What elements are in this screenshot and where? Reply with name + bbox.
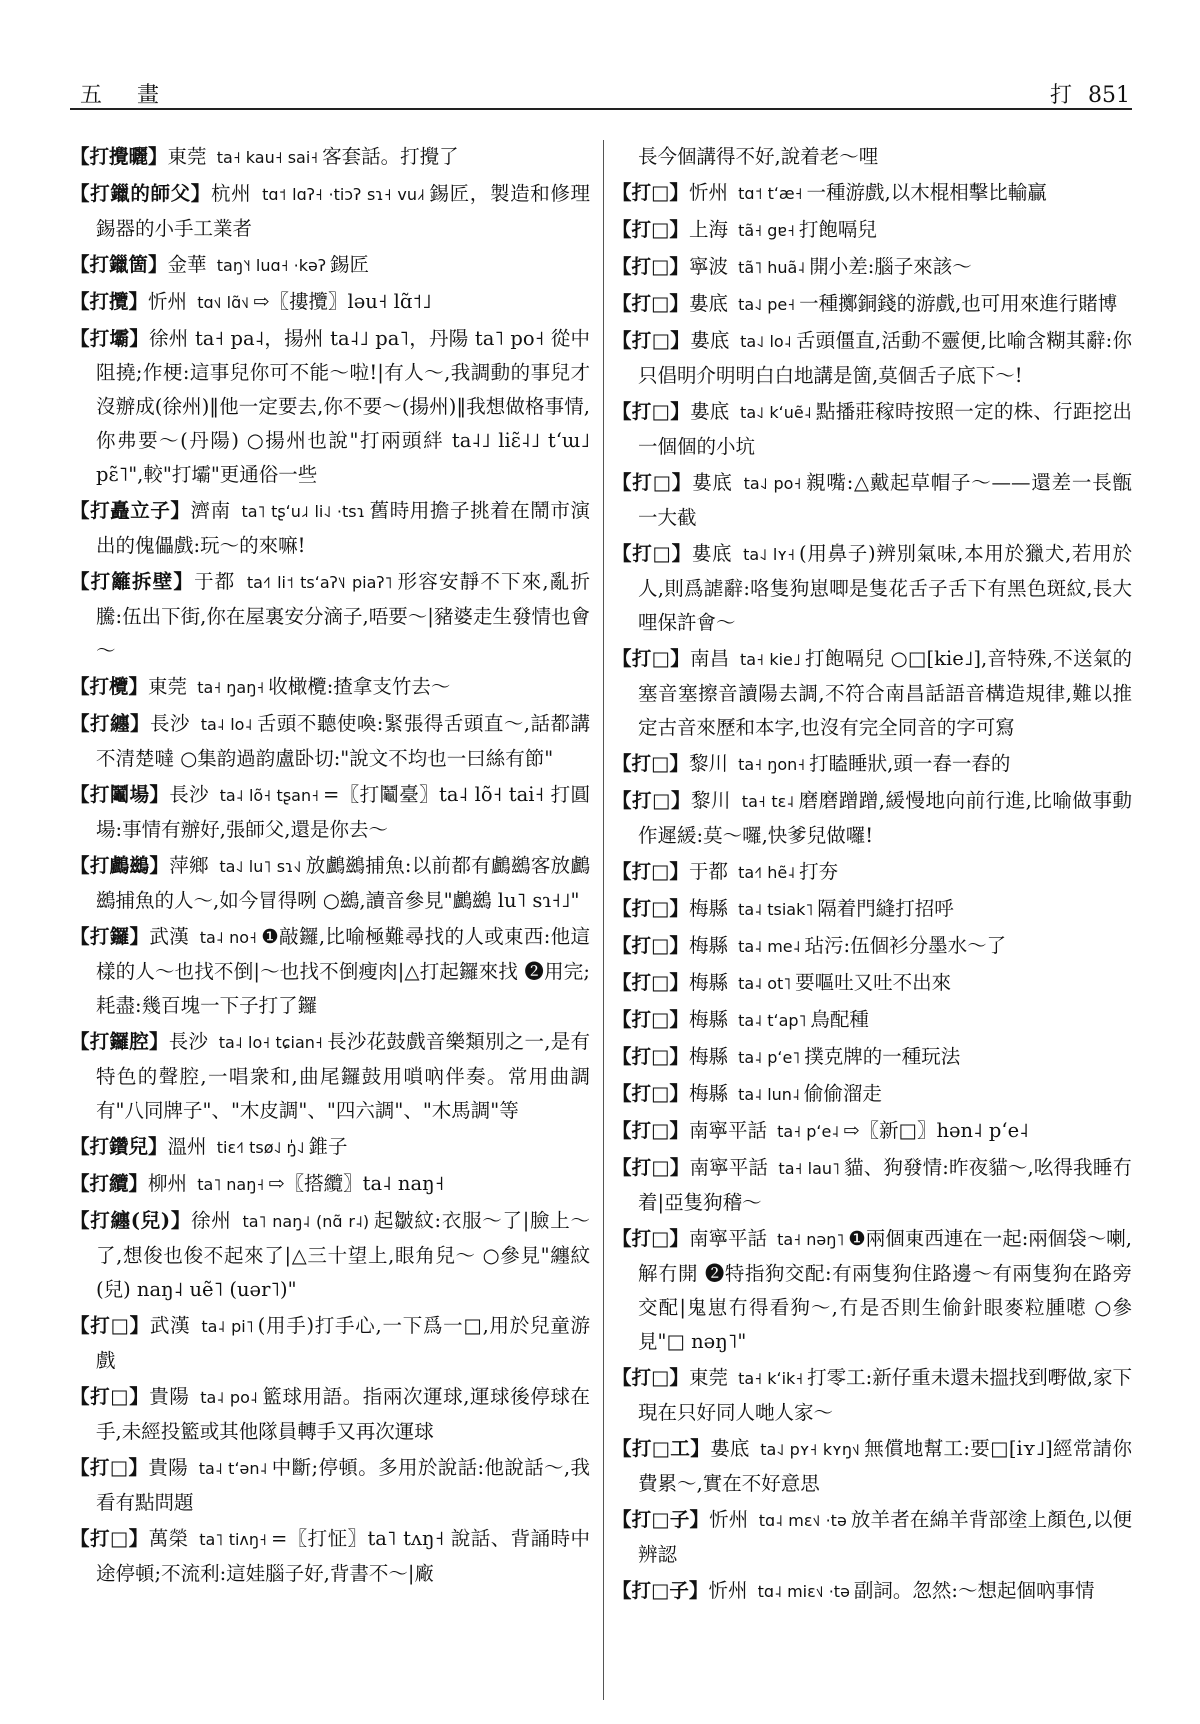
entry-headword: 【打鑽兒】 [70,1135,168,1158]
dictionary-entry [612,1003,1132,1038]
entry-location: 貴陽 [148,1456,189,1479]
entry-definition: 放羊者在綿羊背部塗上顏色,以便辨認 [638,1508,1132,1566]
entry-headword: 【打鑼】 [70,925,150,948]
entry-definition: 打飽嗝兒 ○□[kie˩],音特殊,不送氣的塞音塞擦音讀陽去調,不符合南昌話語音構造規律,難以推定古音來歷和本字,也沒有完全同音的字可寫 [638,647,1132,739]
entry-location: 萬榮 [148,1527,189,1550]
entry-phonetic: ta˧ kau˧ sai˧ [216,148,319,167]
entry-definition: 玷污:伍個衫分墨水～了 [804,934,1007,957]
section-title: 五 畫 [80,83,173,108]
entry-location: 長沙 [169,783,210,806]
entry-phonetic: ta˧ nəŋ˥ [777,1230,845,1249]
dictionary-entry [612,324,1132,393]
entry-phonetic: ta˨ pi˥ [201,1317,254,1336]
entry-phonetic: ta˧ lau˥ [778,1159,840,1178]
entry-definition: 打瞌睡狀,頭一舂一舂的 [809,752,1011,775]
entry-phonetic: tiɛ˧˥ tsø˨˩ ŋ̍˨˩ [216,1138,305,1157]
entry-phonetic: ta˨ lun˨ [738,1085,800,1104]
entry-location: 徐州 [191,1209,232,1232]
dictionary-entry [70,707,590,776]
entry-location: 梅縣 [688,1082,728,1105]
entry-location: 萍鄉 [169,854,209,877]
entry-phonetic: ta˧ tɛ˨ [741,792,795,811]
entry-phonetic: ta˧ kie˩ [740,650,801,669]
entry-headword: 【打□】 [612,181,689,204]
entry-definition: ⇨〖摟攬〗ləu˧ lɑ̃˦˩ [253,290,432,313]
dictionary-entry [612,892,1132,927]
entry-location: 南寧平話 [688,1119,767,1142]
entry-location: 武漢 [149,925,190,948]
entry-definition: 客套話。打攪了 [322,145,459,168]
dictionary-entry [612,213,1132,248]
dictionary-entry [612,1361,1132,1430]
entry-location: 婁底 [688,292,728,315]
entry-location: 東莞 [688,1366,728,1389]
entry-phonetic: ta˧ ŋon˧ [738,755,806,774]
entry-headword: 【打□】 [612,1227,689,1250]
entry-location: 婁底 [690,400,730,423]
entry-location: 武漢 [149,1314,191,1337]
entry-location: 南寧平話 [689,1156,769,1179]
entry-phonetic: ta˨˩ po˧ [743,474,802,493]
entry-definition: 放鸕鷀捕魚:以前都有鸕鷀客放鸕鷀捕魚的人～,如今冒得咧 ○鷀,讀音參見"鸕鷀 lu˥ sɿ˧˩" [96,854,590,912]
entry-definition: ⇨〖新□〗hən˨ pʻe˨ [843,1119,1029,1142]
entry-phonetic: tã˥ huã˨ [738,258,806,277]
entry-location: 忻州 [148,290,188,313]
entry-headword: 【打□子】 [612,1508,710,1531]
entry-definition: 開小差:腦子來該～ [809,255,972,278]
entry-location: 婁底 [692,471,733,494]
entry-phonetic: ta˨˩ lo˨ [740,332,792,351]
dictionary-entry [612,1222,1132,1359]
entry-headword: 【打纏(兒)】 [70,1209,192,1232]
entry-phonetic: tɑ˨ miɛ˦˩ ·tə [757,1582,850,1601]
entry-definition: (用鼻子)辨別氣味,本用於獵犬,若用於人,則爲謔辭:咯隻狗崽唧是隻花舌子舌下有黑色斑紋,長大哩保許會～ [638,542,1132,634]
entry-headword: 【打□】 [70,1456,149,1479]
entry-phonetic: ta˨ lõ˧ tʂan˧ [219,786,320,805]
dictionary-entry [612,1040,1132,1075]
dictionary-entry [612,466,1132,535]
entry-phonetic: tɑ˦ lɑʔ˧ ·tiɔʔ sɿ˧ vu˩˧ [262,185,425,204]
entry-phonetic: ta˨ tʻap˥ [738,1011,807,1030]
entry-headword: 【打□】 [612,471,693,494]
entry-location: 梅縣 [688,1008,728,1031]
entry-definition: 親嘴:△戴起草帽子～——還差一長甑一大截 [638,471,1132,529]
dictionary-entry [70,1167,590,1202]
entry-headword: 【打攪曬】 [70,145,168,168]
entry-definition: =〖打鬮臺〗ta˨ lõ˧ tai˧ 打圓場:事情有辦好,張師父,還是你去～ [96,783,590,841]
entry-location: 婁底 [691,542,733,565]
dictionary-entry [612,1432,1132,1501]
entry-phonetic: ta˧ kʻik˧ [738,1369,804,1388]
entry-phonetic: ta˨ po˨ [200,1388,258,1407]
entry-headword: 【打鑼腔】 [70,1030,169,1053]
entry-phonetic: tã˧ gɐ˧ [738,221,795,240]
entry-location: 長沙 [168,1030,209,1053]
entry-phonetic: ta˨ lo˧ tɕian˧ [218,1033,323,1052]
dictionary-entry [70,778,590,847]
entry-location: 梅縣 [688,1045,728,1068]
dictionary-entry [612,929,1132,964]
entry-phonetic: tɑ˦ tʻæ˧ [738,184,803,203]
dictionary-entry [70,140,590,175]
dictionary-entry [70,322,590,492]
entry-location: 上海 [688,218,728,241]
dictionary-entry [70,1130,590,1165]
entry-phonetic: ta˨ me˨ [738,937,801,956]
entry-phonetic: ta˥ tʂʻu˩˨ li˨˩ ·tsɿ [241,502,366,521]
entry-phonetic: tɑ˨ mɛ˦˩ ·tə [758,1511,847,1530]
entry-phonetic: ta˥ tiʌŋ˧ [199,1530,267,1549]
entry-definition: 打夯 [799,860,839,883]
entry-headword: 【打□】 [70,1385,150,1408]
entry-location: 婁底 [710,1437,750,1460]
right-column [612,140,1132,1611]
dictionary-entry [70,670,590,705]
dictionary-entry [612,966,1132,1001]
entry-phonetic: ta˨ no˧ [199,928,257,947]
entry-definition: 打飽嗝兒 [798,218,877,241]
entry-definition: 隔着門縫打招呼 [817,897,954,920]
entry-definition: ❶兩個東西連在一起:兩個袋～喇,解冇開 ❷特指狗交配:有兩隻狗住路邊～有兩隻狗在路旁交配|鬼崽冇得看狗～,冇是否則生偷針眼麥粒腫㘃 ○參見"□ nəŋ˥" [638,1227,1132,1353]
entry-phonetic: ta˧˥ hẽ˨ [738,863,796,882]
entry-definition: 舌頭僵直,活動不靈便,比喻含糊其辭:你只倡明介明明白白地講是箇,莫個舌子底下～! [638,329,1132,387]
entry-definition: ⇨〖搭纜〗ta˨ naŋ˧ [268,1172,445,1195]
entry-headword: 【打□】 [612,1119,689,1142]
entry-definition: =〖打怔〗ta˥ tʌŋ˧ 說話、背誦時中途停頓;不流利:這娃腦子好,背書不～|廠 [96,1527,590,1585]
dictionary-entry [612,747,1132,782]
entry-phonetic: ta˨˩ pʏ˧ kʏŋ˦˩ [760,1440,860,1459]
dictionary-entry [70,494,590,563]
entry-location: 梅縣 [688,971,728,994]
entry-definition: 要嘔吐又吐不出來 [795,971,952,994]
dictionary-entry [612,287,1132,322]
entry-headword: 【打□】 [612,255,689,278]
dictionary-entry [612,784,1132,853]
entry-headword: 【打□】 [612,971,689,994]
dictionary-entry [612,1151,1132,1220]
entry-headword: 【打□】 [612,1156,690,1179]
entry-headword: 【打□】 [612,292,689,315]
entry-location: 婁底 [690,329,730,352]
dictionary-entry [70,1522,590,1591]
entry-definition: 中斷;停頓。多用於說話:他說話～,我看有點問題 [96,1456,590,1514]
left-column [70,140,590,1593]
entry-definition: 從中阻撓;作梗:這事兒你可不能～啦!|有人～,我調動的事兒才沒辦成(徐州)‖他一定要去,你不要～(揚州)‖我想做格事情,你弗要～(丹陽) ○揚州也說"打兩頭絆 ta˨˩ liɛ̃˨˩ tʻɯ˩ pɛ̃˥",較"打壩"更通俗一些 [96,327,590,486]
entry-definition: 偷偷溜走 [803,1082,882,1105]
entry-headword: 【打壩】 [70,327,149,350]
entry-phonetic: ta˨˩ lu˥ sɿ˧˩ [219,857,302,876]
entry-location: 寧波 [688,255,728,278]
entry-headword: 【打□】 [612,400,691,423]
entry-headword: 【打□】 [612,789,692,812]
entry-headword: 【打□】 [612,1366,689,1389]
entry-phonetic: ta˨ lo˨ [200,715,253,734]
entry-definition: 收橄欖:揸拿支竹去～ [268,675,451,698]
entry-definition: 舌頭不聽使喚:緊張得舌頭直～,話都講不清楚噠 ○集韵過韵盧卧切:"說文不均也一曰絲有節" [96,712,590,770]
dictionary-entry [70,177,590,246]
entry-phonetic: ta˨ tsiak˥ [738,900,814,919]
entry-location: 于都 [194,570,236,593]
entry-headword: 【打□】 [70,1314,150,1337]
entry-headword: 【打□】 [612,897,689,920]
entry-headword: 【打□工】 [612,1437,711,1460]
entry-location: 忻州 [688,181,728,204]
entry-location: 貴陽 [149,1385,190,1408]
entry-headword: 【打□】 [612,934,689,957]
entry-phonetic: tɑ˦˩ lɑ̃˦˩ [197,293,250,312]
dictionary-entry [70,1204,590,1307]
dictionary-entry [70,1380,590,1449]
entry-headword: 【打欖】 [70,675,149,698]
dictionary-entry [612,1077,1132,1112]
entry-definition: 無償地幫工:要□[iʏ˩]經常請你費累～,實在不好意思 [638,1437,1132,1495]
dictionary-entry [612,1574,1132,1609]
entry-location: 忻州 [709,1508,749,1531]
entry-definition: 形容安靜不下來,亂折騰:伍出下街,你在屋裏安分滴子,唔要～|豬婆走生發情也會～ [96,570,590,662]
entry-phonetic: ta˥ naŋ˨ (nɑ̃ r˨) [242,1212,370,1231]
entry-definition: 撲克牌的一種玩法 [804,1045,961,1068]
entry-headword: 【打鸕鷀】 [70,854,170,877]
entry-phonetic: ta˥ naŋ˧ [197,1175,265,1194]
entry-definition: 長沙花鼓戲音樂類別之一,是有特色的聲腔,一唱衆和,曲尾鑼鼓用嗩吶伴奏。常用曲調有"八同牌子"、"木皮調"、"四六調"、"木馬調"等 [96,1030,590,1122]
dictionary-entry [70,1309,590,1378]
running-head [1034,78,1130,109]
entry-phonetic: ta˨˩ pe˧ [738,295,796,314]
entry-definition: ❶敲鑼,比喻極難尋找的人或東西:他這樣的人～也找不倒|～也找不倒瘦肉|△打起鑼來找 ❷用完;耗盡:幾百塊一下子打了鑼 [96,925,591,1017]
entry-headword: 【打纜】 [70,1172,149,1195]
dictionary-entry [70,1025,590,1128]
entry-location: 梅縣 [688,934,728,957]
entry-definition: 打零工:新仔重未還未搵找到嘢做,家下現在只好同人哋人家～ [638,1366,1132,1424]
entry-definition: 舊時用擔子挑着在鬧市演出的傀儡戲:玩～的來嘛! [96,499,590,557]
entry-definition: 副詞。忽然:～想起個吶事情 [853,1579,1095,1602]
entry-definition: 起皺紋:衣服～了|臉上～了,想俊也俊不起來了|△三十望上,眼角兒～ ○參見"纏紋(兒) naŋ˨ uẽ˥ (uər˥)" [96,1209,591,1301]
page-header [80,70,1130,110]
head-char: 打 [1049,83,1072,108]
entry-location: 柳州 [148,1172,188,1195]
entry-location: 忻州 [708,1579,748,1602]
entry-phonetic: ta˧˥ li˦ tsʻaʔ˥˩ piaʔ˥ [246,573,393,592]
entry-headword: 【打□】 [612,1008,689,1031]
entry-location: 黎川 [688,752,728,775]
entry-headword: 【打□】 [612,647,690,670]
entry-headword: 【打鑞箇】 [70,253,168,276]
entry-location: 南昌 [690,647,730,670]
dictionary-entry [612,250,1132,285]
entry-headword: 【打矗立子】 [70,499,191,522]
dictionary-entry [612,140,1132,174]
entry-definition: 錐子 [308,1135,348,1158]
dictionary-entry [70,920,590,1023]
entry-location: 杭州 [210,182,252,205]
header-rule [70,108,1132,110]
dictionary-entry [70,565,590,668]
entry-phonetic: ta˨˩ kʻuẽ˨ [740,403,812,422]
entry-definition: 鳥配種 [810,1008,869,1031]
dictionary-entry [612,395,1132,464]
entry-headword: 【打□】 [612,1045,689,1068]
entry-headword: 【打鑞的師父】 [70,182,211,205]
dictionary-entry [612,176,1132,211]
column-divider [603,140,604,1700]
entry-location: 長沙 [149,712,190,735]
dictionary-entry [612,855,1132,890]
entry-location: 溫州 [167,1135,207,1158]
entry-location: 黎川 [691,789,732,812]
entry-phonetic: ta˨ tʻən˨ [198,1459,268,1478]
page-number: 851 [1088,83,1130,108]
entry-definition: 長今個講得不好,說着老～哩 [638,145,879,168]
entry-location: 東莞 [148,675,188,698]
entry-location: 梅縣 [688,897,728,920]
entry-phonetic: taŋ˥˧ luɑ˧ ·kəʔ [216,256,327,275]
dictionary-entry [70,285,590,320]
dictionary-entry [612,537,1132,640]
entry-location: 濟南 [190,499,231,522]
entry-location: 徐州 ta˧ pa˨，揚州 ta˨˩ pa˥，丹陽 ta˥ po˧ [149,327,545,350]
entry-location: 南寧平話 [688,1227,767,1250]
dictionary-entry [70,1451,590,1520]
dictionary-entry [70,849,590,918]
entry-headword: 【打□】 [612,218,689,241]
entry-phonetic: ta˨ pʻe˥ [738,1048,801,1067]
dictionary-entry [612,1503,1132,1572]
entry-headword: 【打□】 [612,860,689,883]
dictionary-entry [612,642,1132,745]
entry-headword: 【打□】 [612,542,692,565]
entry-phonetic: ta˧ ŋaŋ˧ [197,678,265,697]
entry-definition: 磨磨蹭蹭,緩慢地向前行進,比喻做事動作遲緩:莫～囉,快爹兒做囉! [638,789,1132,847]
entry-definition: 貓、狗發情:昨夜貓～,吆得我睡冇着|亞隻狗稽～ [638,1156,1132,1214]
entry-definition: 一種游戲,以木棍相擊比輸贏 [806,181,1047,204]
entry-phonetic: ta˨˩ lʏ˧ [743,545,796,564]
entry-definition: 籃球用語。指兩次運球,運球後停球在手,未經投籃或其他隊員轉手又再次運球 [96,1385,590,1443]
entry-location: 金華 [167,253,207,276]
entry-headword: 【打□】 [612,752,689,775]
entry-definition: (用手)打手心,一下爲一□,用於兒童游戲 [96,1314,590,1372]
entry-phonetic: ta˨ ot˥ [738,974,792,993]
entry-headword: 【打□子】 [612,1579,709,1602]
entry-headword: 【打□】 [70,1527,149,1550]
entry-definition: 錫匠，製造和修理錫器的小手工業者 [96,182,590,240]
dictionary-entry [70,248,590,283]
dictionary-entry [612,1114,1132,1149]
entry-definition: 點播莊稼時按照一定的株、行距挖出一個個的小坑 [638,400,1132,458]
entry-headword: 【打攬】 [70,290,149,313]
entry-location: 東莞 [167,145,207,168]
entry-headword: 【打□】 [612,1082,689,1105]
entry-headword: 【打纏】 [70,712,150,735]
entry-location: 于都 [688,860,728,883]
entry-definition: 一種擲銅錢的游戲,也可用來進行賭博 [799,292,1118,315]
entry-definition: 錫匠 [330,253,370,276]
entry-headword: 【打籬拆壁】 [70,570,195,593]
entry-headword: 【打鬮場】 [70,783,170,806]
entry-phonetic: ta˧ pʻe˨ [777,1122,840,1141]
entry-headword: 【打□】 [612,329,691,352]
